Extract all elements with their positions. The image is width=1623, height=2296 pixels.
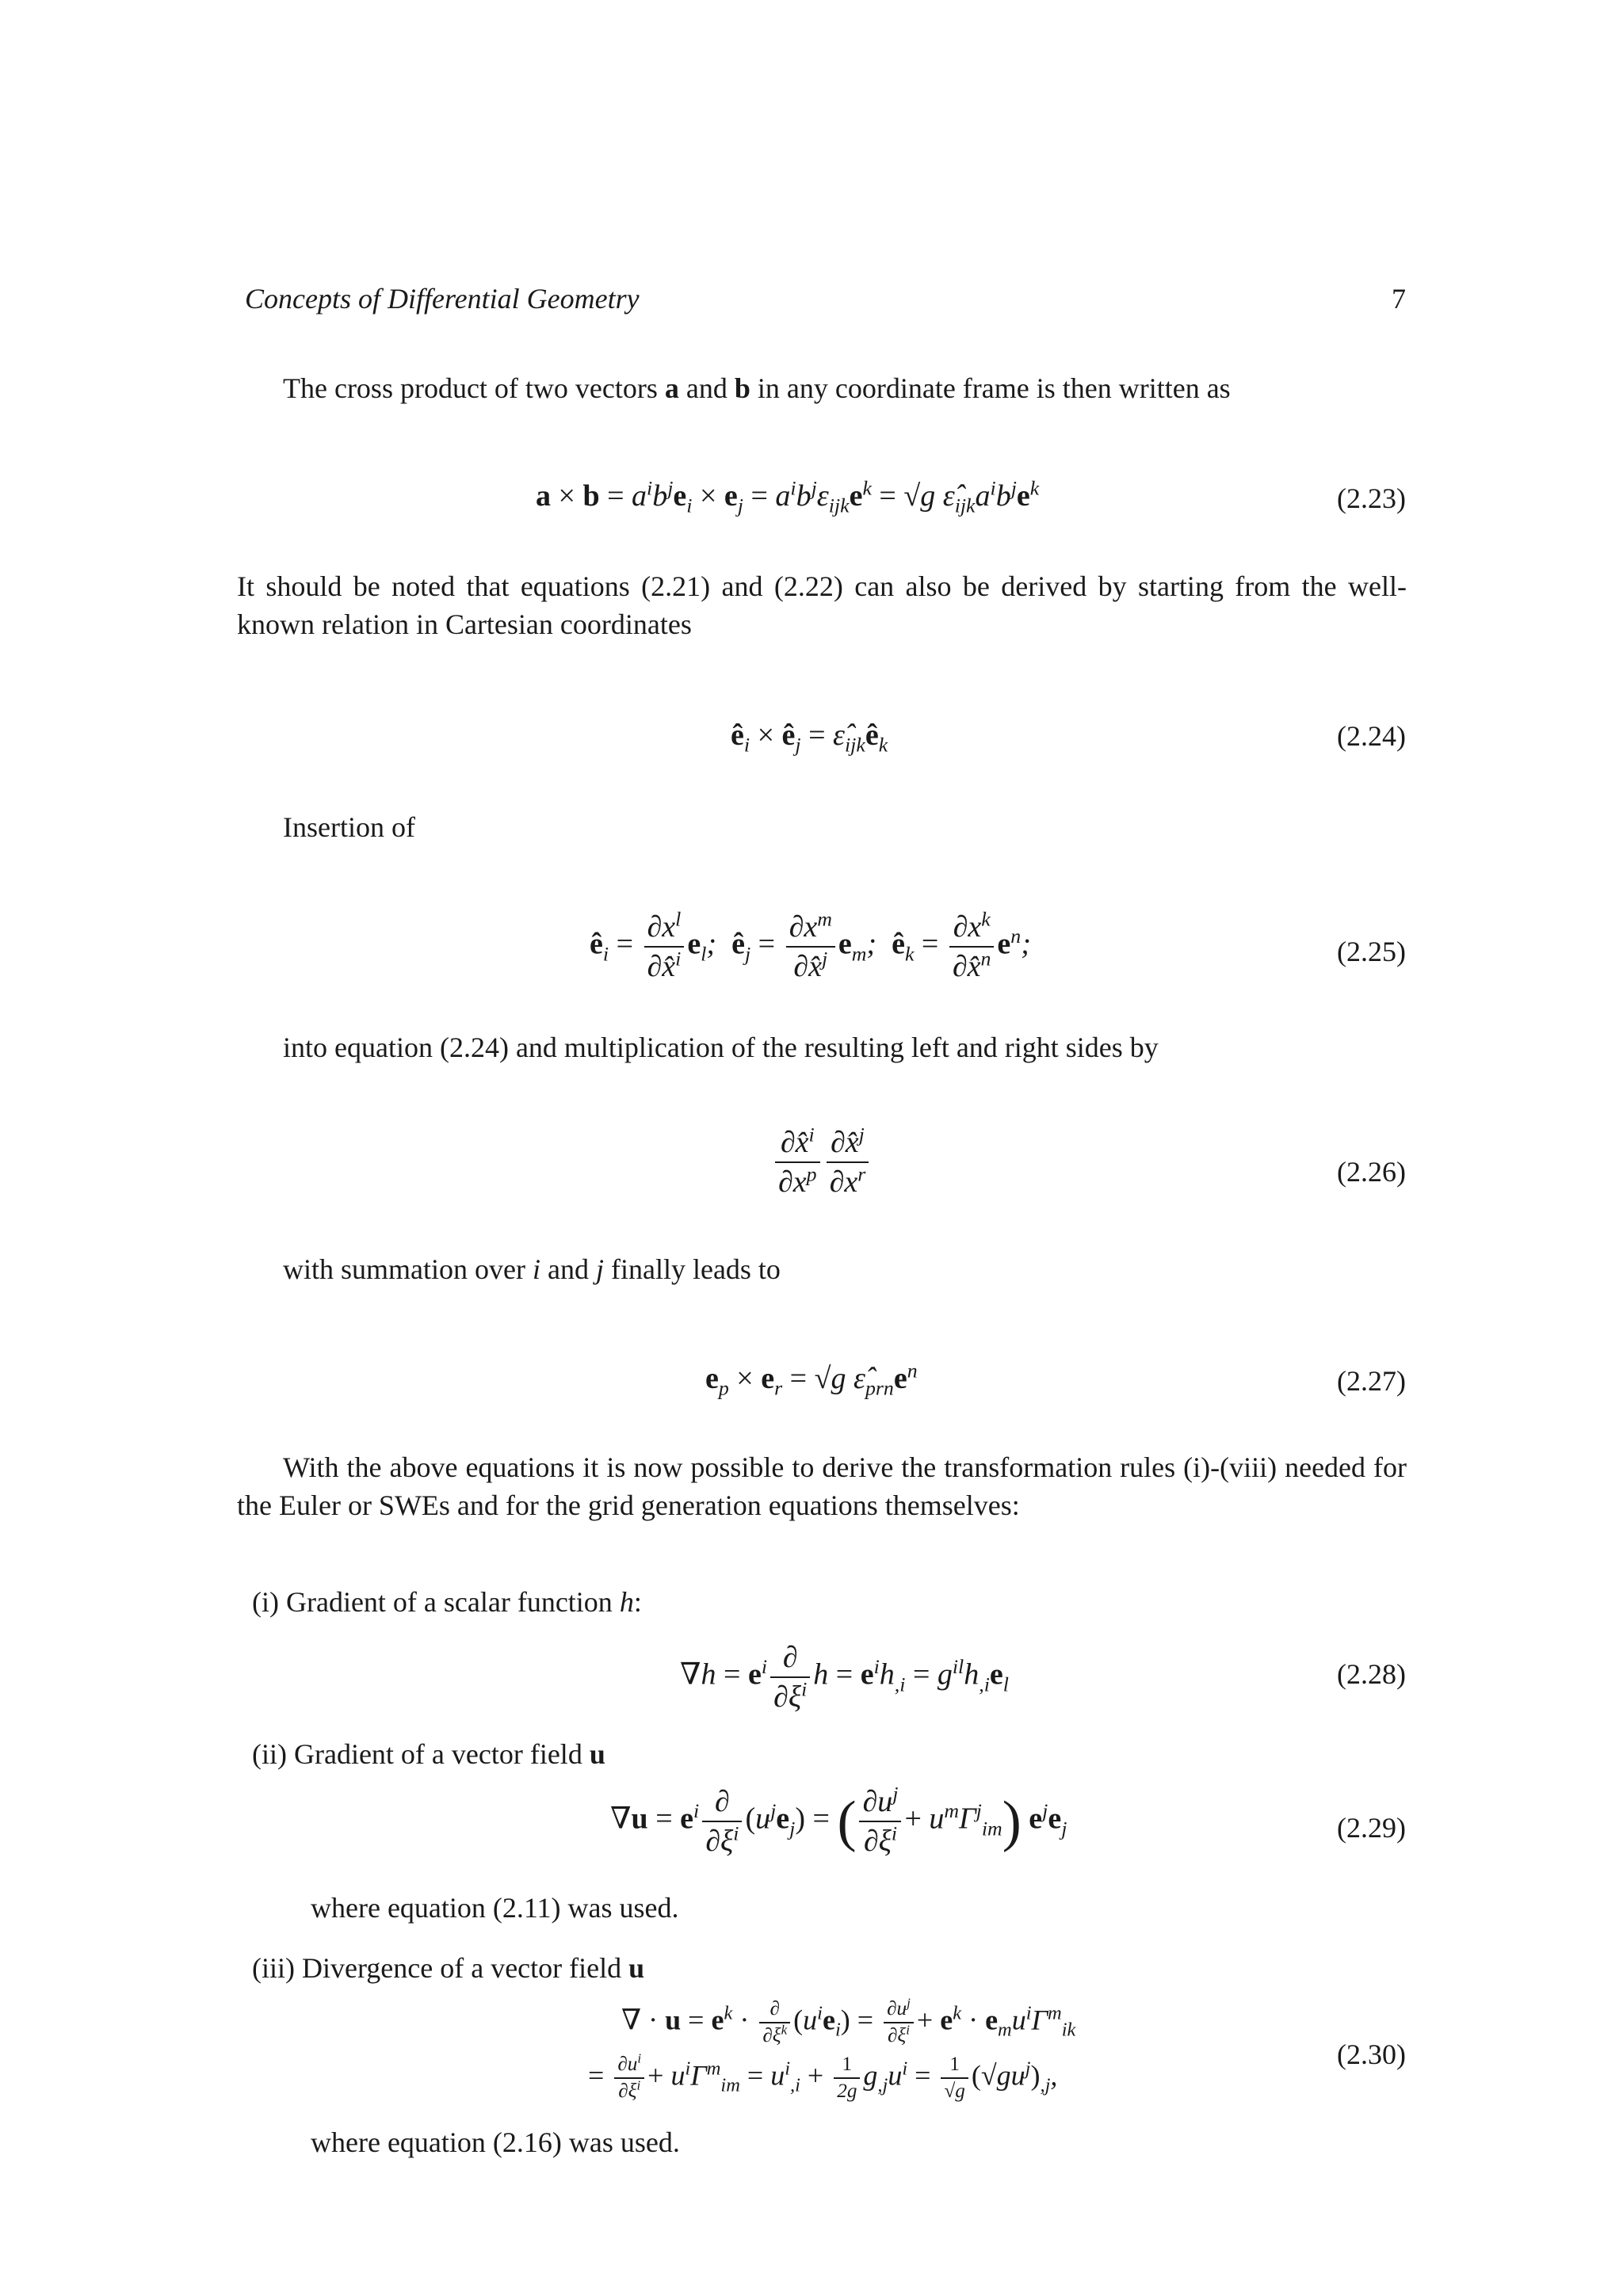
text: in any coordinate frame is then written as: [750, 372, 1231, 404]
equation-number: (2.23): [1337, 482, 1406, 514]
equation-2-30-line-1: ∇ · $u = e^k$ · $\frac{\partial}{\partial\xi^k}$ $(u^ie_i)$ = $\frac{\partial u^j}{\partial\xi^i}$ + $e^k \cdot e_mu^i\Gamma^m_{ik}$: [621, 1995, 1076, 2046]
paragraph-summation: [283, 1250, 781, 1288]
equation-2-27: $e_p \times e_r = √g$ $\varepsilon̂_{prn}e^n$: [705, 1359, 918, 1400]
paragraph-cartesian-relation: It should be noted that equations (2.21) and (2.22) can also be derived by starting from the well-known relation in Cartesian coordinates: [237, 570, 1407, 640]
equation-2-29: $\nabla u = e^i$ $\frac{\partial}{\partial\xi^i}$ $(u^je_j)$ = ( $\frac{\partial u^j}{\partial\xi^i}$ + $u^m\Gamma^j_{im}$) $e^je_j$: [610, 1782, 1067, 1858]
var-u: u: [628, 1952, 645, 1984]
index-j: j: [595, 1253, 604, 1285]
equation-number: (2.25): [1337, 936, 1406, 967]
equation-2-23: $a \times b = a^ib^je_i \times e_j = a^ib^j\varepsilon_{ijk}e^k = √g$ $\varepsilon̂_{ijk}a^ib^je^k$: [536, 476, 1040, 517]
text: (iii) Divergence of a vector field: [252, 1952, 629, 1984]
text: (i) Gradient of a scalar function: [252, 1586, 620, 1618]
paragraph-multiplication: into equation (2.24) and multiplication of the resulting left and right sides by: [283, 1032, 1159, 1063]
vector-b: b: [734, 372, 750, 404]
paragraph-insertion: Insertion of: [283, 811, 415, 843]
note-eq-2-16: where equation (2.16) was used.: [311, 2126, 680, 2158]
page-number: 7: [1392, 283, 1406, 315]
text: :: [633, 1586, 642, 1618]
index-i: i: [532, 1253, 540, 1285]
equation-number: (2.28): [1337, 1658, 1406, 1690]
text: and: [678, 372, 735, 404]
equation-number: (2.24): [1337, 720, 1406, 752]
item-gradient-vector: [252, 1735, 605, 1773]
running-title: Concepts of Differential Geometry: [245, 283, 640, 315]
equation-number: (2.27): [1337, 1365, 1406, 1397]
equation-number: (2.30): [1337, 2039, 1406, 2070]
paragraph-cross-product: [283, 369, 1231, 407]
equation-2-24: $ê_i$ × $ê_j$ = $\varepsilon̂_{ijk}ê_k$: [731, 719, 888, 757]
text: finally leads to: [603, 1253, 781, 1285]
var-u: u: [589, 1738, 605, 1770]
text: with summation over: [283, 1253, 533, 1285]
equation-2-26: $\frac{\partial x̂^i}{\partial x^p}$ $\frac{\partial x̂^j}{\partial x^r}$: [772, 1125, 872, 1199]
text: and: [540, 1253, 596, 1285]
equation-number: (2.26): [1337, 1156, 1406, 1188]
item-gradient-scalar: [252, 1583, 642, 1621]
equation-2-25: $ê_i$ = $\frac{\partial x^l}{\partial x̂^i}$ $e_l$; $ê_j$ = $\frac{\partial x^m}{\partial x̂^j}$ $e_m$; $ê_k$ = $\frac{\partial x^k}{\partial x̂^n}$ $e^n$;: [590, 907, 1031, 983]
paragraph-transformation-rules: With the above equations it is now possible to derive the transformation rules (i)-(viii) needed for the Euler or SWEs and for the grid generation equations themselves:: [237, 1451, 1407, 1521]
text: The cross product of two vectors: [283, 372, 665, 404]
equation-2-28: $\nabla h = e^i$ $\frac{\partial}{\partial\xi^i}$ $h = e^ih_{,i} = g^{il}h_{,i}e_l$: [680, 1641, 1009, 1714]
var-h: h: [619, 1586, 634, 1618]
item-divergence-vector: [252, 1949, 644, 1987]
vector-a: a: [664, 372, 679, 404]
equation-number: (2.29): [1337, 1812, 1406, 1844]
equation-2-30-line-2: = $\frac{\partial u^i}{\partial\xi^i}$ + $u^i\Gamma^m_{im} = u^i_{,i}$ + $\frac{1}{2g}$ $g_{,j}u^i$ = $\frac{1}{√g}$ $(√gu^j)_{,j}$,: [588, 2050, 1058, 2102]
note-eq-2-11: where equation (2.11) was used.: [311, 1892, 679, 1924]
text: (ii) Gradient of a vector field: [252, 1738, 590, 1770]
